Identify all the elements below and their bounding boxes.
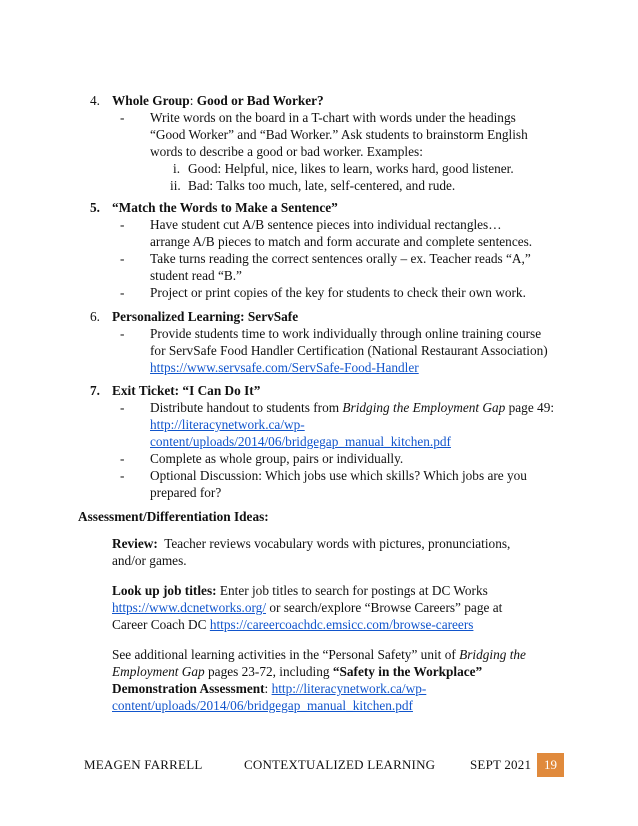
sub-item-text: Good: Helpful, nice, likes to learn, works hard, good listener. bbox=[188, 161, 514, 176]
review-line: and/or games. bbox=[112, 553, 187, 568]
lookup-line bbox=[112, 616, 473, 633]
demo-label: Demonstration Assessment bbox=[112, 681, 265, 696]
section-heading bbox=[90, 382, 260, 399]
section-number: 5. bbox=[90, 200, 100, 215]
bullet-line bbox=[150, 399, 554, 416]
section-heading bbox=[90, 199, 338, 216]
bullet-line: arrange A/B pieces to match and form accurate and complete sentences. bbox=[150, 234, 533, 249]
bullet-dash: - bbox=[120, 110, 125, 125]
bullet-line: Complete as whole group, pairs or individually. bbox=[150, 451, 404, 466]
bullet-dash: - bbox=[120, 451, 125, 466]
bullet-line: “Good Worker” and “Bad Worker.” Ask students to brainstorm English bbox=[150, 127, 528, 142]
bullet-line: Write words on the board in a T-chart with words under the headings bbox=[150, 110, 516, 125]
bullet-text: Distribute handout to students from bbox=[150, 400, 343, 415]
section-heading bbox=[90, 92, 324, 109]
review-line bbox=[112, 535, 510, 552]
see-line bbox=[112, 663, 482, 680]
book-title: Bridging the Employment Gap bbox=[342, 400, 506, 415]
bullet-line: Project or print copies of the key for students to check their own work. bbox=[150, 285, 526, 300]
bullet-text: page 49: bbox=[505, 400, 555, 415]
review-label: Review: bbox=[112, 536, 158, 551]
safety-title: “Safety in the Workplace” bbox=[332, 664, 483, 679]
section-heading bbox=[90, 308, 298, 325]
bullet-line: student read “B.” bbox=[150, 268, 242, 283]
bullet-dash: - bbox=[120, 326, 125, 341]
section-number: 7. bbox=[90, 383, 100, 398]
page-number-badge: 19 bbox=[537, 753, 564, 777]
demo-link-cont[interactable]: content/uploads/2014/06/bridgegap_manual_kitchen.pdf bbox=[112, 698, 413, 713]
section-title: Whole Group bbox=[112, 93, 190, 108]
lookup-text: Enter job titles to search for postings at DC Works bbox=[216, 583, 488, 598]
bullet-dash: - bbox=[120, 285, 125, 300]
book-title: Bridging the bbox=[459, 647, 526, 662]
assessment-heading: Assessment/Differentiation Ideas: bbox=[78, 509, 269, 524]
lookup-text: Career Coach DC bbox=[112, 617, 210, 632]
section-title-part: Good or Bad Worker? bbox=[196, 93, 324, 108]
lookup-text: or search/explore “Browse Careers” page at bbox=[266, 600, 503, 615]
review-text: Teacher reviews vocabulary words with pictures, pronunciations, bbox=[157, 536, 511, 551]
section-title: Exit Ticket: “I Can Do It” bbox=[112, 383, 261, 398]
bullet-dash: - bbox=[120, 400, 125, 415]
bullet-line: Take turns reading the correct sentences orally – ex. Teacher reads “A,” bbox=[150, 251, 531, 266]
bullet-line: prepared for? bbox=[150, 485, 222, 500]
see-text: See additional learning activities in the “Personal Safety” unit of bbox=[112, 647, 460, 662]
lookup-label: Look up job titles: bbox=[112, 583, 217, 598]
sub-item-label: i. bbox=[173, 161, 181, 176]
demo-sep: : bbox=[264, 681, 272, 696]
bullet-line: Optional Discussion: Which jobs use which skills? Which jobs are you bbox=[150, 468, 527, 483]
section-number: 6. bbox=[90, 309, 100, 324]
footer-title: CONTEXTUALIZED LEARNING bbox=[244, 757, 436, 772]
handout-link-cont[interactable]: content/uploads/2014/06/bridgegap_manual_kitchen.pdf bbox=[150, 434, 451, 449]
bullet-line: words to describe a good or bad worker. Examples: bbox=[150, 144, 423, 159]
servsafe-link[interactable]: https://www.servsafe.com/ServSafe-Food-Handler bbox=[150, 360, 419, 375]
section-title-sep: : bbox=[189, 93, 197, 108]
demo-link[interactable]: http://literacynetwork.ca/wp- bbox=[271, 681, 427, 696]
see-line bbox=[112, 646, 526, 663]
bullet-line: Have student cut A/B sentence pieces into individual rectangles… bbox=[150, 217, 502, 232]
careercoach-link[interactable]: https://careercoachdc.emsicc.com/browse-careers bbox=[209, 617, 474, 632]
bullet-dash: - bbox=[120, 251, 125, 266]
book-title: Employment Gap bbox=[112, 664, 205, 679]
section-title: “Match the Words to Make a Sentence” bbox=[112, 200, 338, 215]
bullet-dash: - bbox=[120, 468, 125, 483]
bullet-line: Provide students time to work individually through online training course bbox=[150, 326, 542, 341]
lookup-line bbox=[112, 582, 488, 599]
dcnetworks-link[interactable]: https://www.dcnetworks.org/ bbox=[112, 600, 267, 615]
sub-item-label: ii. bbox=[170, 178, 181, 193]
section-title: Personalized Learning: ServSafe bbox=[112, 309, 299, 324]
bullet-dash: - bbox=[120, 217, 125, 232]
handout-link[interactable]: http://literacynetwork.ca/wp- bbox=[150, 417, 305, 432]
section-number: 4. bbox=[90, 93, 100, 108]
page-footer bbox=[0, 753, 638, 777]
see-text: pages 23-72, including bbox=[204, 664, 333, 679]
bullet-line: for ServSafe Food Handler Certification (National Restaurant Association) bbox=[150, 343, 548, 358]
lookup-line bbox=[112, 599, 502, 616]
demo-line bbox=[112, 680, 426, 697]
footer-author: MEAGEN FARRELL bbox=[84, 757, 203, 772]
sub-item-text: Bad: Talks too much, late, self-centered, and rude. bbox=[188, 178, 456, 193]
footer-date: SEPT 2021 bbox=[470, 757, 532, 772]
